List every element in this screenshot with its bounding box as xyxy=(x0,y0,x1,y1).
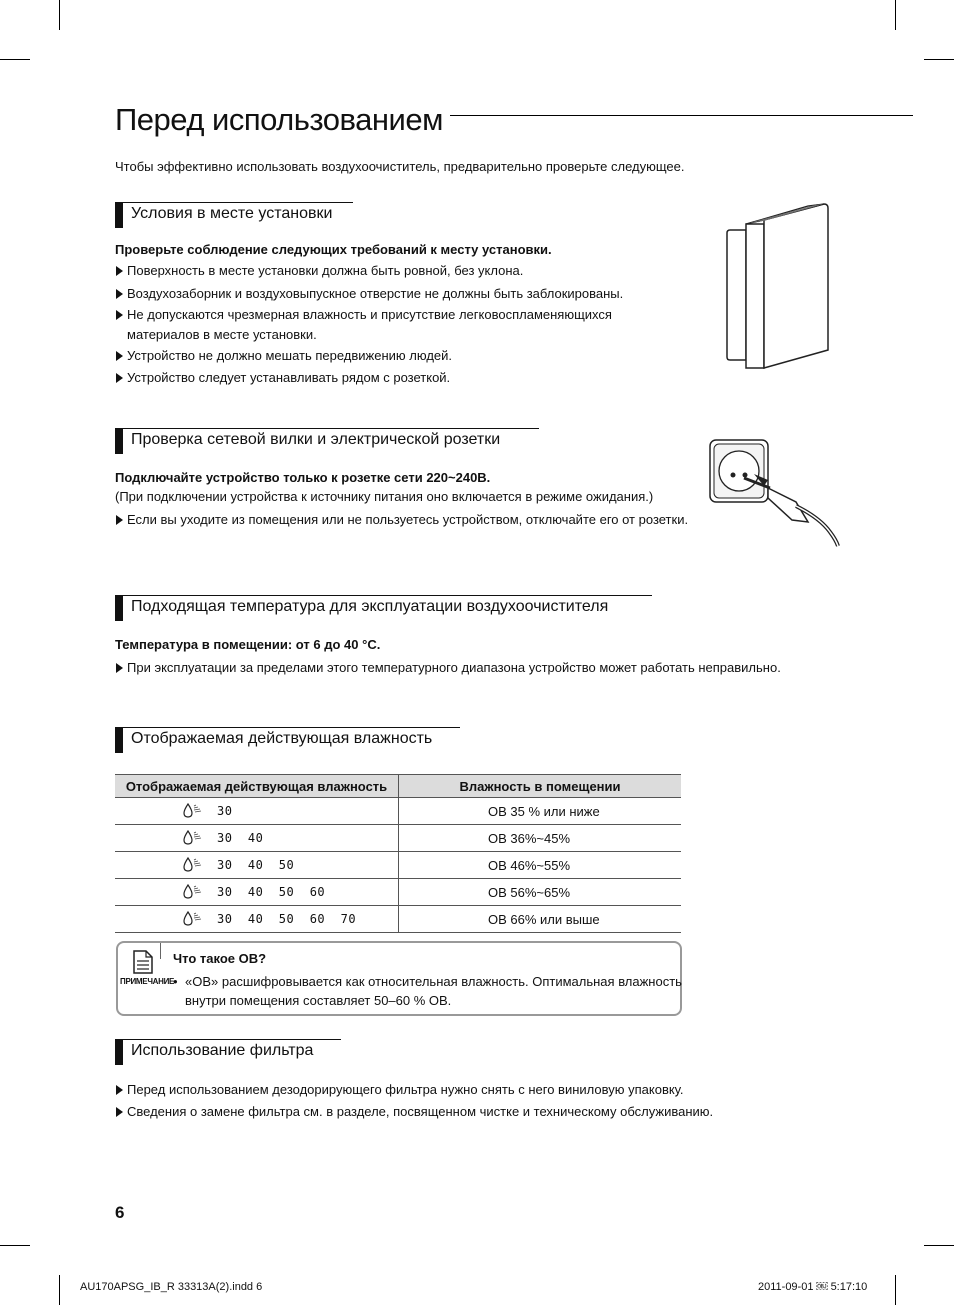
crop-mark xyxy=(0,1245,30,1246)
indicator-levels: 30 40 50 60 70 xyxy=(217,912,357,926)
indicator-cell xyxy=(115,798,399,825)
humidity-value-cell: ОВ 66% или выше xyxy=(399,906,682,933)
section-heading-humidity: Отображаемая действующая влажность xyxy=(115,727,460,753)
indicator-cell xyxy=(115,906,399,933)
filter-bullet: Сведения о замене фильтра см. в разделе, посвященном чистке и техническому обслуживанию. xyxy=(115,1102,777,1122)
table-row xyxy=(115,825,681,852)
air-purifier-illustration xyxy=(724,200,834,375)
page-number: 6 xyxy=(115,1203,125,1222)
indicator-cell xyxy=(115,825,399,852)
water-drop-icon xyxy=(181,884,203,900)
section-heading-filter: Использование фильтра xyxy=(115,1039,341,1065)
column-header: Влажность в помещении xyxy=(399,775,682,798)
crop-mark xyxy=(895,1275,896,1305)
crop-mark xyxy=(924,59,954,60)
note-caption: ПРИМЕЧАНИЕ xyxy=(120,977,175,986)
crop-mark xyxy=(924,1245,954,1246)
plug-note: (При подключении устройства к источнику питания оно включается в режиме ожидания.) xyxy=(115,489,654,504)
page-title: Перед использованием xyxy=(115,102,443,137)
filter-bullet: Перед использованием дезодорирующего фильтра нужно снять с него виниловую упаковку. xyxy=(115,1080,777,1100)
crop-mark xyxy=(0,59,30,60)
footer-file-info: AU170APSG_IB_R 33313A(2).indd 6 xyxy=(80,1281,263,1293)
table-row xyxy=(115,879,681,906)
table-header-row xyxy=(115,775,681,798)
plug-bullet: Если вы уходите из помещения или не пользуетесь устройством, отключайте его от розетки. xyxy=(115,510,777,530)
indicator-cell xyxy=(115,852,399,879)
install-bullet: Не допускаются чрезмерная влажность и присутствие легковоспламеняющихся материалов в месте установки. xyxy=(115,305,617,345)
water-drop-icon xyxy=(181,830,203,846)
install-bullet: Воздухозаборник и воздуховыпускное отверстие не должны быть заблокированы. xyxy=(115,284,727,304)
water-drop-icon xyxy=(181,911,203,927)
note-title: Что такое ОВ? xyxy=(173,951,267,966)
table-row xyxy=(115,798,681,825)
humidity-value-cell: ОВ 36%~45% xyxy=(399,825,682,852)
install-bullet: Устройство не должно мешать передвижению людей. xyxy=(115,346,727,366)
note-document-icon xyxy=(132,950,154,974)
indicator-cell xyxy=(115,879,399,906)
crop-mark xyxy=(59,1275,60,1305)
power-plug-illustration xyxy=(708,436,840,548)
note-box xyxy=(116,941,682,1016)
intro-text: Чтобы эффективно использовать воздухоочиститель, предварительно проверьте следующее. xyxy=(115,159,685,174)
indicator-levels: 30 xyxy=(217,804,233,818)
table-row xyxy=(115,906,681,933)
humidity-value-cell: ОВ 46%~55% xyxy=(399,852,682,879)
section-heading-install: Условия в месте установки xyxy=(115,202,353,228)
indicator-levels: 30 40 50 60 xyxy=(217,885,326,899)
section-heading-plug: Проверка сетевой вилки и электрической розетки xyxy=(115,428,539,454)
table-row xyxy=(115,852,681,879)
section-heading-temperature: Подходящая температура для эксплуатации воздухоочистителя xyxy=(115,595,652,621)
temperature-lead: Температура в помещении: от 6 до 40 °C. xyxy=(115,637,381,652)
title-rule xyxy=(450,115,913,116)
crop-mark xyxy=(59,0,60,30)
humidity-table xyxy=(115,774,681,933)
indicator-levels: 30 40 xyxy=(217,831,264,845)
note-bullet: • xyxy=(173,974,178,989)
water-drop-icon xyxy=(181,857,203,873)
plug-lead: Подключайте устройство только к розетке сети 220~240В. xyxy=(115,470,491,485)
install-bullet: Поверхность в месте установки должна быть ровной, без уклона. xyxy=(115,261,727,281)
humidity-value-cell: ОВ 56%~65% xyxy=(399,879,682,906)
install-bullet: Устройство следует устанавливать рядом с розеткой. xyxy=(115,368,727,388)
indicator-levels: 30 40 50 xyxy=(217,858,295,872)
column-header: Отображаемая действующая влажность xyxy=(115,775,399,798)
install-lead: Проверьте соблюдение следующих требований к месту установки. xyxy=(115,242,552,257)
water-drop-icon xyxy=(181,803,203,819)
crop-mark xyxy=(895,0,896,30)
temperature-bullet: При эксплуатации за пределами этого температурного диапазона устройство может работать неправильно. xyxy=(115,658,847,678)
footer-timestamp: 2011-09-01 ￼ 5:17:10 xyxy=(758,1281,868,1293)
note-text: • «ОВ» расшифровывается как относительная влажность. Оптимальная влажность внутри помещения составляет 50–60 % ОВ. xyxy=(173,974,682,1008)
humidity-value-cell: ОВ 35 % или ниже xyxy=(399,798,682,825)
